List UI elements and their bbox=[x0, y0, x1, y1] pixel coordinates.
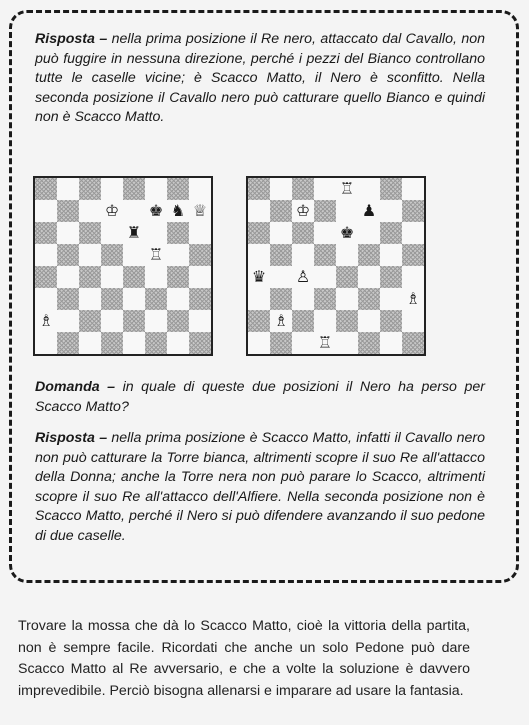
board-square bbox=[35, 310, 57, 332]
board-square bbox=[101, 244, 123, 266]
board-square bbox=[314, 266, 336, 288]
board-square bbox=[402, 222, 424, 244]
board-square bbox=[79, 332, 101, 354]
board-square bbox=[248, 310, 270, 332]
board-square bbox=[402, 244, 424, 266]
board-square bbox=[380, 200, 402, 222]
question-label: Domanda – bbox=[35, 379, 116, 395]
board-square bbox=[270, 310, 292, 332]
board-square bbox=[167, 288, 189, 310]
board-square bbox=[314, 200, 336, 222]
board-square bbox=[35, 222, 57, 244]
board-square bbox=[57, 332, 79, 354]
board-square bbox=[270, 200, 292, 222]
board-square bbox=[101, 222, 123, 244]
board-square bbox=[270, 244, 292, 266]
board-square bbox=[314, 288, 336, 310]
board-square bbox=[123, 178, 145, 200]
board-square bbox=[248, 200, 270, 222]
board-square bbox=[123, 200, 145, 222]
chess-piece-icon: ♛ bbox=[251, 267, 267, 286]
board-square bbox=[270, 178, 292, 200]
board-square bbox=[189, 200, 211, 222]
board-square bbox=[336, 310, 358, 332]
chess-piece-icon: ♟ bbox=[361, 201, 377, 220]
board-square bbox=[336, 178, 358, 200]
board-square bbox=[57, 222, 79, 244]
board-square bbox=[380, 244, 402, 266]
answer-text-1: nella prima posizione il Re nero, attaccato dal Cavallo, non può fuggire in nessuna direzione, perché i pezzi del Bianco controllano tutte le caselle vicine; è Scacco Matto, il Nero è sconfitto. Nella seconda posizione il Cavallo nero può catturare quello Bianco e quindi non è Scacco Matto. bbox=[35, 31, 485, 125]
board-square bbox=[101, 310, 123, 332]
board-square bbox=[380, 178, 402, 200]
chess-piece-icon: ♚ bbox=[148, 201, 164, 220]
chess-piece-icon: ♚ bbox=[339, 223, 355, 242]
board-square bbox=[402, 310, 424, 332]
chess-piece-icon: ♖ bbox=[317, 333, 333, 352]
board-square bbox=[292, 178, 314, 200]
question-text: in quale di queste due posizioni il Nero ha perso per Scacco Matto? bbox=[35, 379, 485, 415]
chess-piece-icon: ♙ bbox=[295, 267, 311, 286]
chess-piece-icon: ♗ bbox=[273, 311, 289, 330]
board-square bbox=[314, 332, 336, 354]
board-square bbox=[167, 310, 189, 332]
board-square bbox=[57, 288, 79, 310]
board-square bbox=[145, 178, 167, 200]
chess-piece-icon: ♖ bbox=[148, 245, 164, 264]
board-square bbox=[101, 178, 123, 200]
board-square bbox=[145, 310, 167, 332]
board-square bbox=[35, 244, 57, 266]
board-square bbox=[189, 266, 211, 288]
board-square bbox=[123, 266, 145, 288]
board-square bbox=[79, 266, 101, 288]
board-square bbox=[358, 222, 380, 244]
board-square bbox=[358, 200, 380, 222]
board-square bbox=[79, 178, 101, 200]
board-square bbox=[248, 288, 270, 310]
board-square bbox=[79, 288, 101, 310]
board-square bbox=[270, 222, 292, 244]
board-square bbox=[358, 332, 380, 354]
answer-paragraph-2 bbox=[35, 429, 485, 546]
board-square bbox=[167, 332, 189, 354]
board-square bbox=[248, 178, 270, 200]
board-square bbox=[314, 244, 336, 266]
board-square bbox=[270, 288, 292, 310]
board-square bbox=[402, 200, 424, 222]
board-square bbox=[380, 288, 402, 310]
board-square bbox=[79, 310, 101, 332]
chess-piece-icon: ♔ bbox=[104, 201, 120, 220]
board-square bbox=[101, 288, 123, 310]
board-square bbox=[167, 266, 189, 288]
board-square bbox=[358, 244, 380, 266]
chess-piece-icon: ♞ bbox=[170, 201, 186, 220]
board-square bbox=[270, 266, 292, 288]
question-paragraph bbox=[35, 378, 485, 417]
board-square bbox=[292, 222, 314, 244]
board-square bbox=[189, 178, 211, 200]
board-square bbox=[123, 222, 145, 244]
board-square bbox=[248, 222, 270, 244]
board-square bbox=[336, 222, 358, 244]
board-position-2 bbox=[246, 176, 426, 356]
board-square bbox=[380, 332, 402, 354]
board-square bbox=[35, 178, 57, 200]
board-square bbox=[101, 332, 123, 354]
answer-text-2: nella prima posizione è Scacco Matto, infatti il Cavallo nero non può catturare la Torre bianca, altrimenti scopre il suo Re all'attacco della Donna; anche la Torre nera non può parare lo Scacco, altrimenti scopre il suo Re all'attacco dell'Alfiere. Nella seconda posizione non è Scacco Matto, perché il Nero si può difendere avanzando il suo pedone di due caselle. bbox=[35, 430, 486, 544]
board-square bbox=[123, 332, 145, 354]
board-square bbox=[402, 266, 424, 288]
board-square bbox=[336, 244, 358, 266]
board-square bbox=[145, 288, 167, 310]
bottom-paragraph: Trovare la mossa che dà lo Scacco Matto, cioè la vittoria della partita, non è sempre facile. Ricordati che anche un solo Pedone può dare Scacco Matto al Re avversario, e che a volte la soluzione è davvero imprevedibile. Perciò bisogna allenarsi e imparare ad usare la fantasia. bbox=[18, 618, 470, 699]
board-square bbox=[57, 200, 79, 222]
board-square bbox=[101, 266, 123, 288]
board-square bbox=[123, 310, 145, 332]
board-square bbox=[35, 200, 57, 222]
board-square bbox=[167, 222, 189, 244]
board-square bbox=[123, 244, 145, 266]
board-square bbox=[380, 266, 402, 288]
board-square bbox=[79, 244, 101, 266]
chess-piece-icon: ♜ bbox=[126, 223, 142, 242]
chess-piece-icon: ♔ bbox=[295, 201, 311, 220]
board-square bbox=[402, 288, 424, 310]
board-square bbox=[270, 332, 292, 354]
board-square bbox=[167, 244, 189, 266]
board-square bbox=[57, 266, 79, 288]
board-position-1 bbox=[33, 176, 213, 356]
board-square bbox=[358, 310, 380, 332]
board-square bbox=[101, 200, 123, 222]
board-square bbox=[189, 288, 211, 310]
board-square bbox=[336, 288, 358, 310]
chess-piece-icon: ♗ bbox=[405, 289, 421, 308]
board-square bbox=[189, 244, 211, 266]
board-square bbox=[248, 244, 270, 266]
board-square bbox=[248, 332, 270, 354]
board-square bbox=[145, 200, 167, 222]
board-square bbox=[189, 222, 211, 244]
board-square bbox=[35, 332, 57, 354]
board-square bbox=[402, 332, 424, 354]
board-square bbox=[145, 222, 167, 244]
board-square bbox=[336, 332, 358, 354]
board-square bbox=[314, 178, 336, 200]
board-square bbox=[189, 332, 211, 354]
board-square bbox=[380, 222, 402, 244]
board-square bbox=[292, 288, 314, 310]
board-square bbox=[145, 266, 167, 288]
board-square bbox=[123, 288, 145, 310]
chess-piece-icon: ♗ bbox=[38, 311, 54, 330]
board-square bbox=[57, 310, 79, 332]
board-square bbox=[292, 332, 314, 354]
answer-paragraph-1 bbox=[35, 30, 485, 128]
board-square bbox=[336, 266, 358, 288]
board-square bbox=[79, 222, 101, 244]
board-square bbox=[314, 222, 336, 244]
board-square bbox=[57, 244, 79, 266]
answer-label-2: Risposta – bbox=[35, 430, 108, 446]
board-square bbox=[35, 288, 57, 310]
board-square bbox=[358, 288, 380, 310]
board-square bbox=[380, 310, 402, 332]
board-square bbox=[292, 244, 314, 266]
board-square bbox=[358, 266, 380, 288]
board-square bbox=[167, 178, 189, 200]
board-square bbox=[402, 178, 424, 200]
board-square bbox=[79, 200, 101, 222]
board-square bbox=[292, 310, 314, 332]
board-square bbox=[358, 178, 380, 200]
board-square bbox=[145, 244, 167, 266]
answer-label-1: Risposta – bbox=[35, 31, 108, 47]
board-square bbox=[57, 178, 79, 200]
board-square bbox=[35, 266, 57, 288]
chess-piece-icon: ♖ bbox=[339, 179, 355, 198]
board-square bbox=[189, 310, 211, 332]
board-square bbox=[336, 200, 358, 222]
board-square bbox=[248, 266, 270, 288]
board-square bbox=[314, 310, 336, 332]
board-square bbox=[145, 332, 167, 354]
chess-piece-icon: ♕ bbox=[192, 201, 208, 220]
board-square bbox=[292, 266, 314, 288]
board-square bbox=[292, 200, 314, 222]
board-square bbox=[167, 200, 189, 222]
